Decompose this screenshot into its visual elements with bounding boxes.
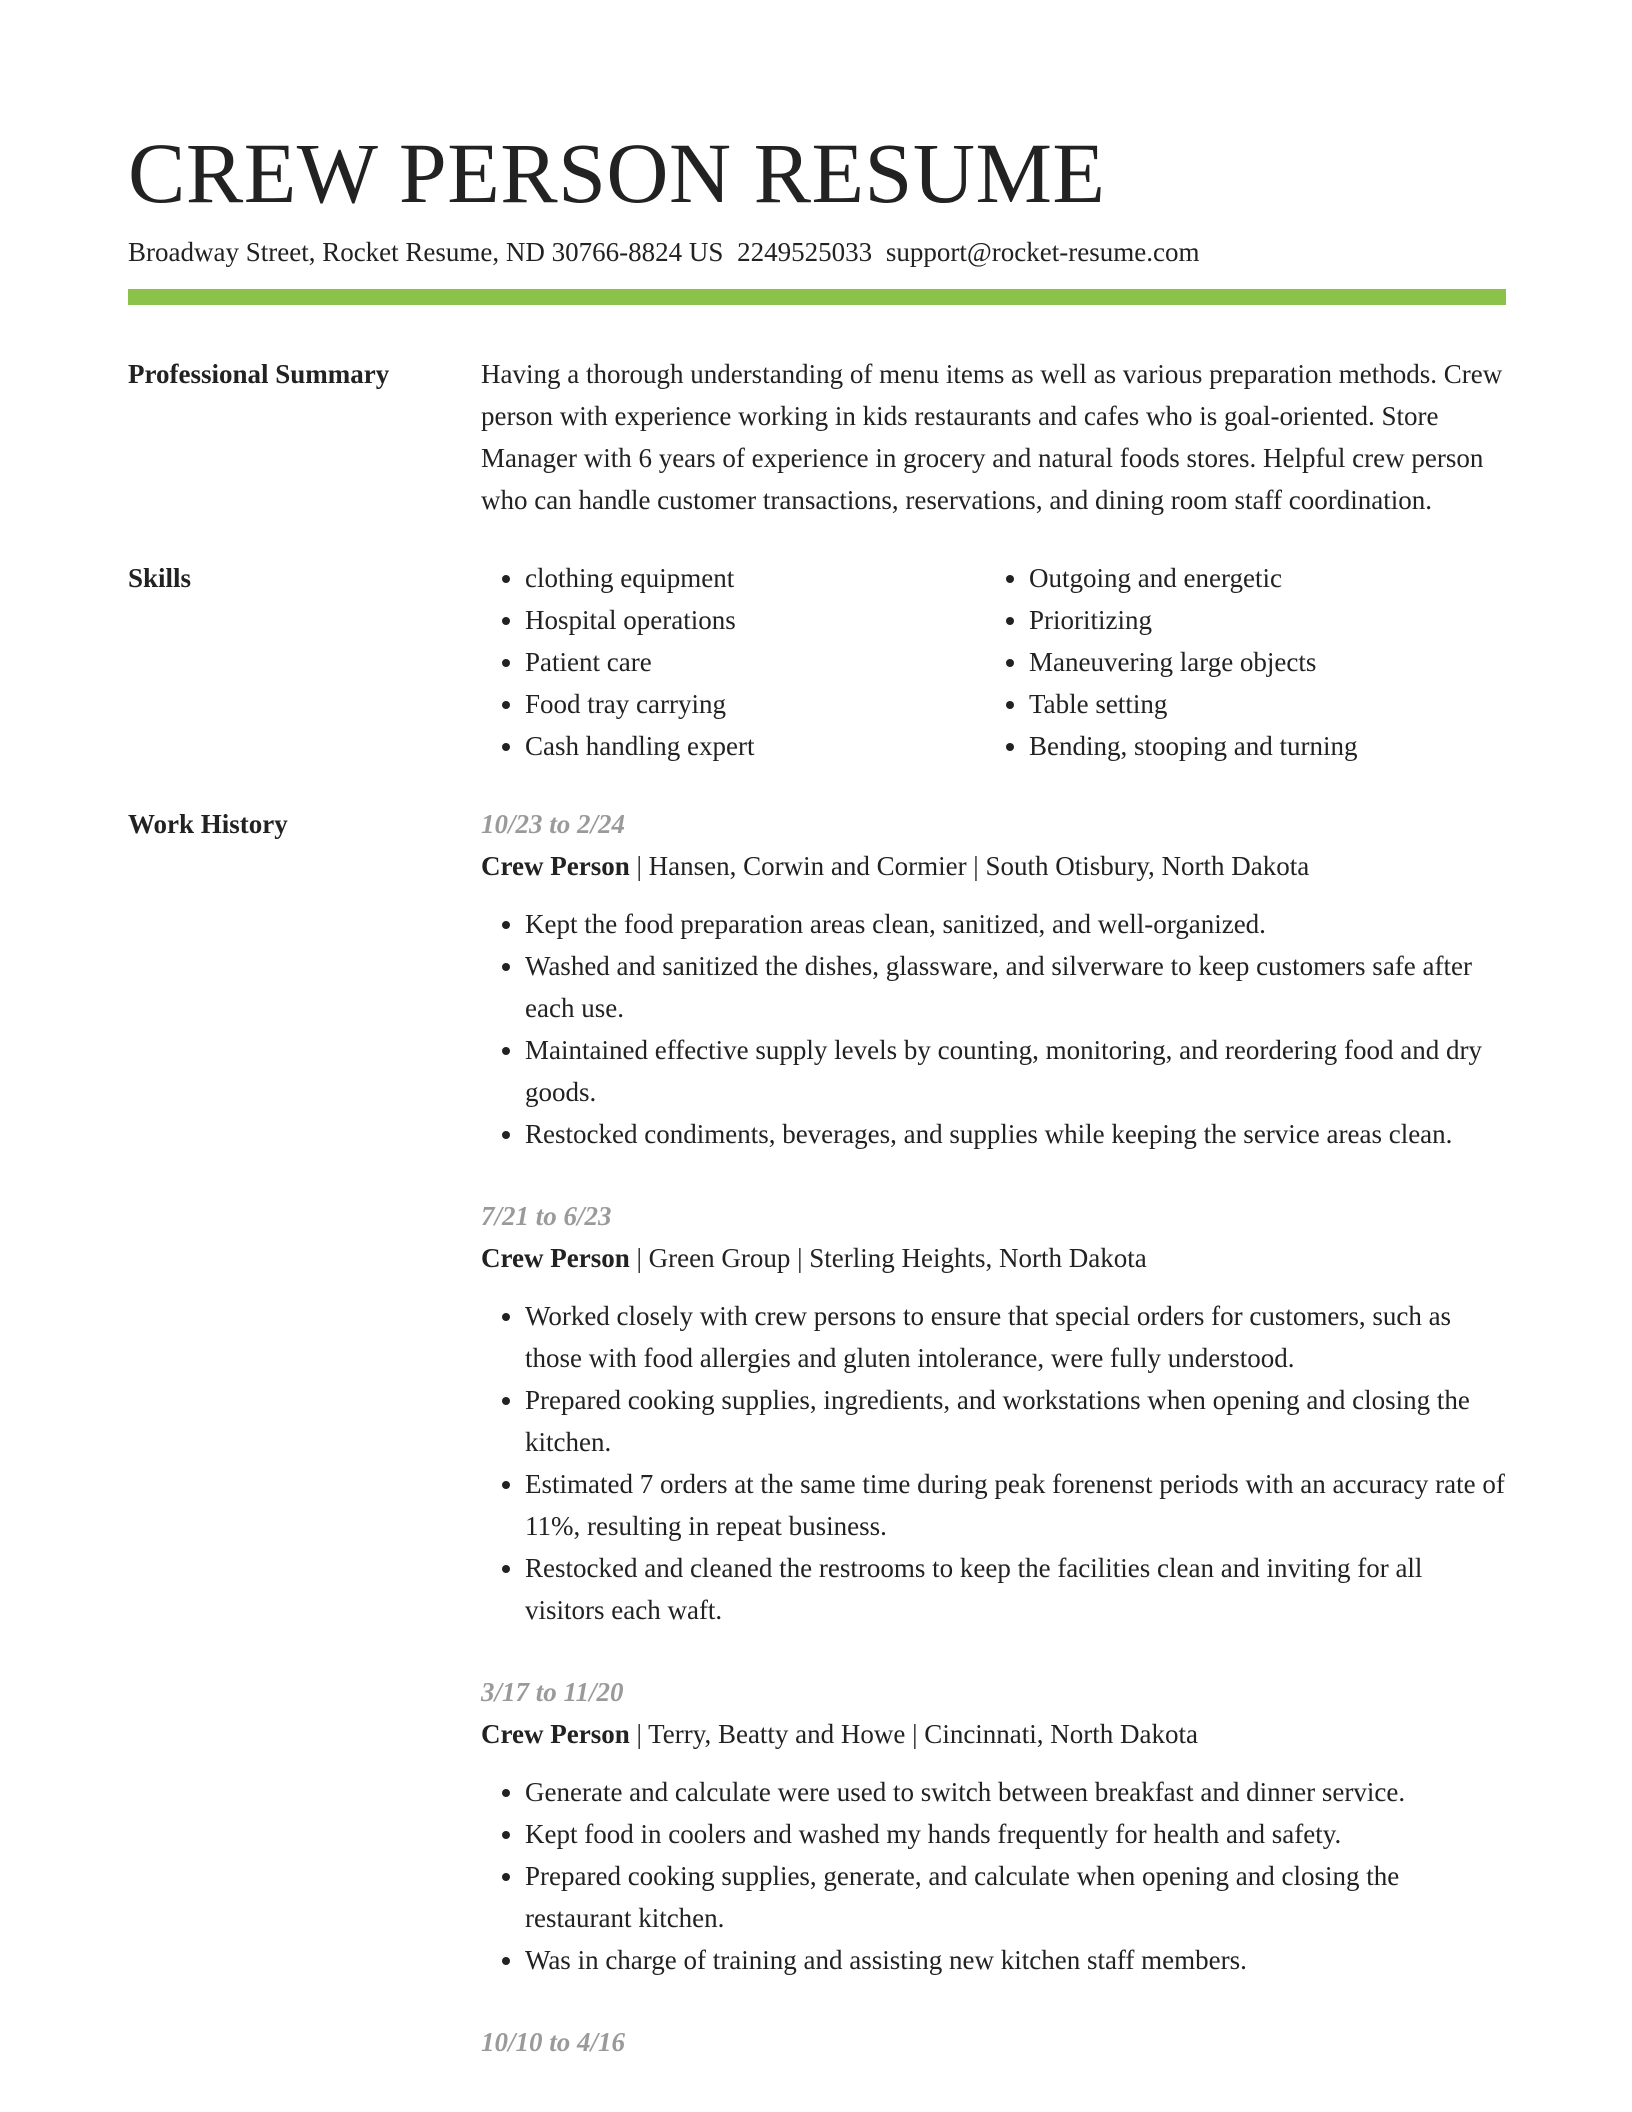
skill-item: • Hospital operations <box>525 599 985 641</box>
skill-item: • Bending, stooping and turning <box>1029 725 1489 767</box>
job-bullet: • Kept food in coolers and washed my hands frequently for health and safety. <box>525 1813 1506 1855</box>
header-divider <box>128 289 1506 305</box>
job-bullets <box>481 903 1506 1155</box>
job-heading <box>481 845 1506 887</box>
job-entry <box>481 1195 1506 1631</box>
job-dates: 3/17 to 11/20 <box>481 1677 624 1707</box>
job-bullet: • Was in charge of training and assisting new kitchen staff members. <box>525 1939 1506 1981</box>
skill-item: • Cash handling expert <box>525 725 985 767</box>
contact-address: Broadway Street, Rocket Resume, ND 30766-8824 US <box>128 237 724 267</box>
job-bullet: • Generate and calculate were used to switch between breakfast and dinner service. <box>525 1771 1506 1813</box>
job-bullets <box>481 1295 1506 1631</box>
job-bullet: • Kept the food preparation areas clean, sanitized, and well-organized. <box>525 903 1506 945</box>
contact-line <box>128 232 1506 272</box>
skill-item: • Outgoing and energetic <box>1029 557 1489 599</box>
job-role: Crew Person <box>481 851 630 881</box>
job-role: Crew Person <box>481 1719 630 1749</box>
job-dates: 10/23 to 2/24 <box>481 809 626 839</box>
job-dates: 10/10 to 4/16 <box>481 2027 626 2057</box>
job-heading <box>481 1237 1506 1279</box>
job-bullet: • Restocked and cleaned the restrooms to keep the facilities clean and inviting for all visitors each waft. <box>525 1547 1506 1631</box>
work-history-label: Work History <box>128 809 288 839</box>
job-entry <box>481 2021 1506 2063</box>
resume-title: CREW PERSON RESUME <box>128 125 1106 221</box>
resume-page <box>128 118 1506 2103</box>
work-history-section <box>128 803 1506 2103</box>
job-entry <box>481 803 1506 1155</box>
job-bullet: • Prepared cooking supplies, generate, and calculate when opening and closing the restaurant kitchen. <box>525 1855 1506 1939</box>
skill-item: • Maneuvering large objects <box>1029 641 1489 683</box>
job-bullet: • Maintained effective supply levels by counting, monitoring, and reordering food and dry goods. <box>525 1029 1506 1113</box>
skill-item: • clothing equipment <box>525 557 985 599</box>
skill-item: • Table setting <box>1029 683 1489 725</box>
skill-item: • Food tray carrying <box>525 683 985 725</box>
skills-section <box>128 557 1506 767</box>
skill-item: • Prioritizing <box>1029 599 1489 641</box>
job-heading <box>481 1713 1506 1755</box>
job-details: | Hansen, Corwin and Cormier | South Otisbury, North Dakota <box>629 851 1310 881</box>
job-bullet: • Estimated 7 orders at the same time during peak forenenst periods with an accuracy rate of 11%, resulting in repeat business. <box>525 1463 1506 1547</box>
skills-column-1 <box>481 557 985 767</box>
job-bullet: • Restocked condiments, beverages, and supplies while keeping the service areas clean. <box>525 1113 1506 1155</box>
job-role: Crew Person <box>481 1243 630 1273</box>
job-bullets <box>481 1771 1506 1981</box>
summary-section <box>128 353 1506 521</box>
contact-email: support@rocket-resume.com <box>885 237 1200 267</box>
skills-column-2 <box>985 557 1489 767</box>
skills-label: Skills <box>128 563 192 593</box>
skill-item: • Patient care <box>525 641 985 683</box>
job-entry <box>481 1671 1506 1981</box>
job-details: | Terry, Beatty and Howe | Cincinnati, North Dakota <box>629 1719 1198 1749</box>
job-details: | Green Group | Sterling Heights, North Dakota <box>629 1243 1147 1273</box>
summary-text: Having a thorough understanding of menu items as well as various preparation methods. Crew person with experience working in kids restaurants and cafes who is goal-oriented. Store Manager with 6 years of experience in grocery and natural foods stores. Helpful crew person who can handle customer transactions, reservations, and dining room staff coordination. <box>481 359 1503 515</box>
job-bullet: • Prepared cooking supplies, ingredients, and workstations when opening and closing the kitchen. <box>525 1379 1506 1463</box>
job-bullet: • Worked closely with crew persons to ensure that special orders for customers, such as those with food allergies and gluten intolerance, were fully understood. <box>525 1295 1506 1379</box>
summary-label: Professional Summary <box>128 359 390 389</box>
job-dates: 7/21 to 6/23 <box>481 1201 612 1231</box>
contact-phone: 2249525033 <box>737 237 873 267</box>
job-bullet: • Washed and sanitized the dishes, glassware, and silverware to keep customers safe after each use. <box>525 945 1506 1029</box>
